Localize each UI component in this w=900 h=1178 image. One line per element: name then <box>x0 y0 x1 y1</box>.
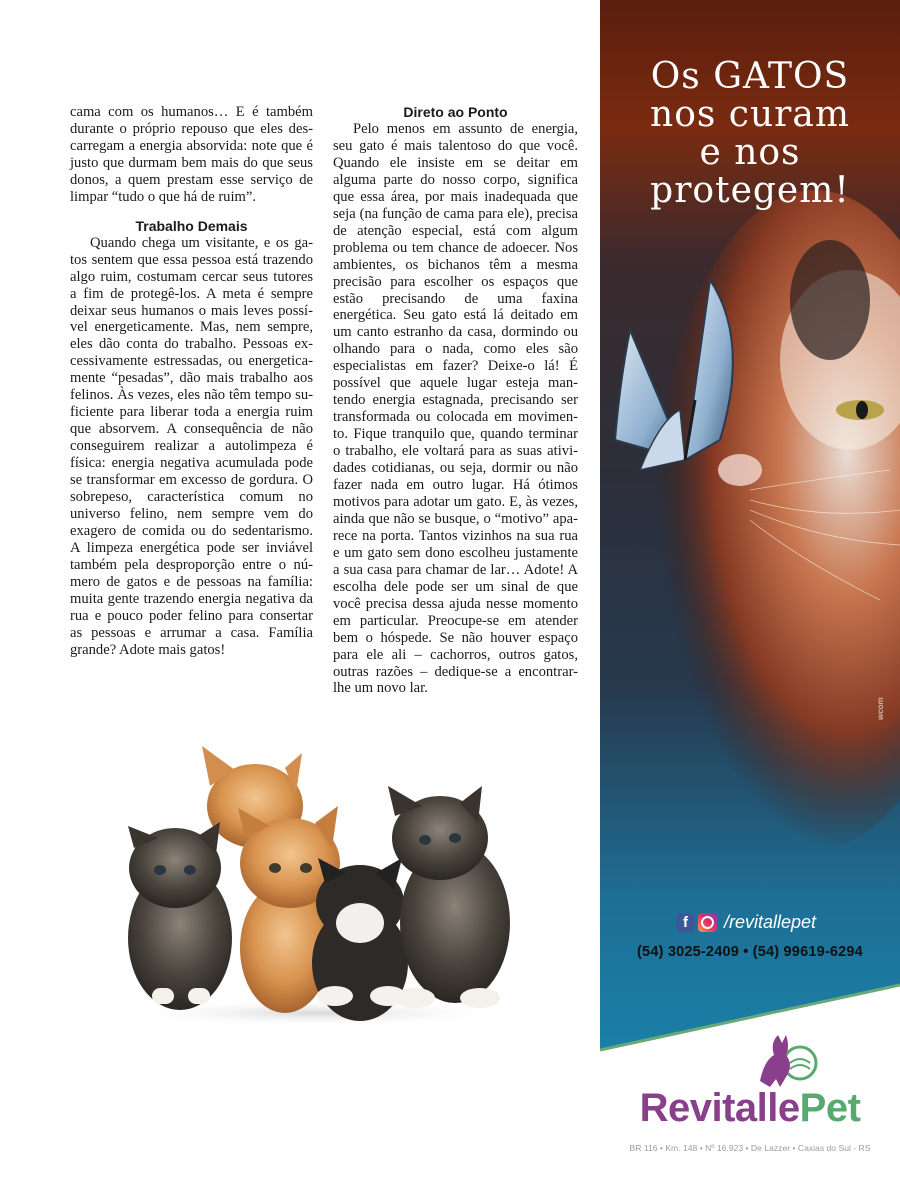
social-handle[interactable]: /revitallepet <box>724 912 817 932</box>
revitallepet-advertisement <box>600 0 900 1178</box>
kittens-photo <box>70 698 578 1073</box>
ad-address: BR 116 • Km. 148 • Nº 16.923 • De Lazzer • Caxias do Sul - RS <box>629 1143 871 1153</box>
ad-social-handle-row <box>676 912 816 933</box>
logo-text-part2: Pet <box>799 1086 861 1130</box>
ad-headline-line: e nos <box>699 132 801 173</box>
ad-headline <box>600 58 900 210</box>
section-heading: Trabalho Demais <box>135 217 248 234</box>
ad-phone-numbers: (54) 3025-2409 • (54) 99619-6294 <box>637 944 863 960</box>
article-paragraph: Pelo menos em assunto de energia, seu gato é mais talentoso do que você. Quando ele insiste em se deitar em alguma parte do nosso corpo, significa que essa área, por mais inadequada que seja (na função de cama para ele), precisa de atenção especial, está com algum problema ou tem chance de adoecer. Nos ambientes, os bichanos têm a mesma precisão para escolher os espaços que estão precisando de uma faxina energética. Seu gato está lá deitado em um canto estranho da casa, dormindo ou olhando para o nada, como eles são especialistas em fazer? Deixe-o lá! É possível que aquele lugar esteja mantendo energia estagnada, precisando ser transformada ou colocada em movimento. Fique tranquilo que, quando terminar o trabalho, ele voltará para as suas atividades cotidianas, ou seja, dormir ou não fazer nada em outro lugar. Há ótimos motivos para adotar um gato. E, às vezes, ainda que não se busque, o “motivo” aparece na porta. Tantos vizinhos na sua rua e um gato sem dono escolheu justamente a sua casa para chamar de lar… Adote! A escolha dele pode ser um sinal de que você precisa dessa ajuda nesse momento em particular. Preocupe-se em atender bem o hóspede. Se não houver espaço para ele ali – cachorros, outros gatos, outras razões – dedique-se a encontrar-lhe um novo lar. <box>333 121 578 697</box>
article-left-column <box>70 104 313 659</box>
ad-headline-line: nos curam <box>650 94 850 135</box>
ad-headline-line: Os GATOS <box>650 56 850 97</box>
ad-watermark: wcom <box>876 697 885 720</box>
article-paragraph: Quando chega um visitante, e os gatos sentem que essa pessoa está trazendo algo ruim, costumam cercar seus tutores a fim de protegê-los. A meta é sempre deixar seus humanos o mais leves possível energeticamente. Mas, nem sempre, eles dão conta do trabalho. Pessoas excessivamente estressadas, ou energeticamente “pesadas”, dão mais trabalho aos felinos. Às vezes, eles não têm tempo suficiente para liberar toda a energia ruim que absorvem. A consequência de não conseguirem realizar a autolimpeza é física: energia negativa acumulada pode se transformar em excesso de gordura. O sobrepeso, característica comum no universo felino, nem sempre vem do exagero de comida ou do sedentarismo. A limpeza energética pode ser inviável também pela desproporção entre o número de gatos e de pessoas na família: muita gente trazendo energia negativa da rua e pouco poder felino para consertar as pessoas e arrumar a casa. Família grande? Adote mais gatos! <box>70 234 313 658</box>
section-heading: Direto ao Ponto <box>403 104 508 120</box>
logo-text-part1: Revitalle <box>639 1086 800 1130</box>
ad-headline-line: protegem! <box>650 170 850 211</box>
article-right-column <box>333 104 578 697</box>
article-paragraph: cama com os humanos… E é também durante o próprio repouso que eles descarregam a energia absorvida: note que é justo que durmam bem mais do que seus donos, a quem prestam esse serviço de limpar “tudo o que há de ruim”. <box>70 104 313 205</box>
revitallepet-logo-text <box>600 1084 900 1132</box>
facebook-icon[interactable]: f <box>676 913 695 932</box>
instagram-icon[interactable] <box>698 913 717 932</box>
revitallepet-logo-icon <box>750 1025 822 1091</box>
